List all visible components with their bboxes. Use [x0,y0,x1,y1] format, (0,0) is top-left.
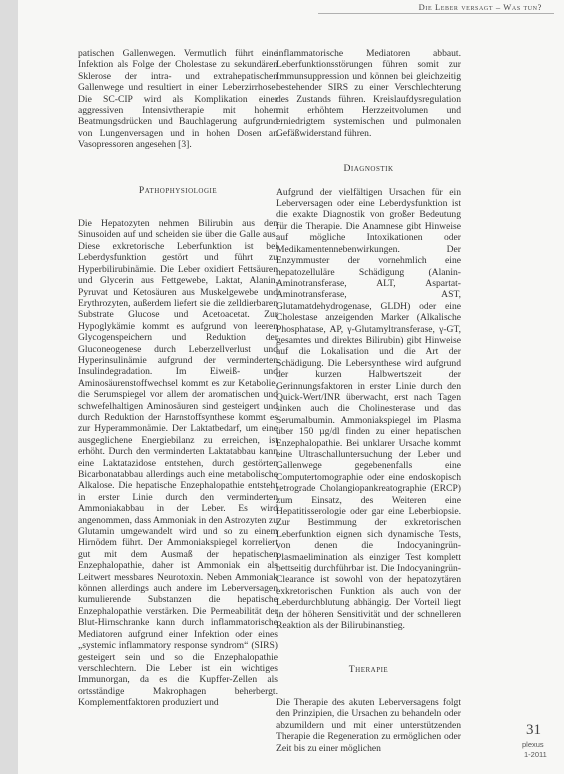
running-head: Die Leber versagt – Was tun? [418,2,542,12]
therapie-body: Die Therapie des akuten Leberversagens folgt den Prinzipien, die Ursachen zu behandeln oder abzumildern und mit einer unterstützenden Therapie die Regeneration zu ermöglichen oder Zeit bis zu einer möglichen [276,696,461,754]
spacer [276,175,461,187]
journal-issue: 1-2011 [524,750,547,759]
heading-therapie: Therapie [348,663,389,675]
spacer [276,632,461,664]
spacer [78,196,278,218]
right-intro-paragraph: inflammatorische Mediatoren abbaut. Leberfunktionsstörungen führen somit zur Immunsuppression und können bei gleichzeitig bestehender SIRS zu einer Verschlechterung des Zustands führen. Kreislaufdysregulation mit erhöhtem Herzzeitvolumen und erniedrigtem systemischen und pulmonalen Gefäßwiderstand führen. [276,48,461,139]
journal-name: plexus [522,740,544,749]
spacer [78,151,278,185]
header-rule [318,13,554,14]
spacer [276,675,461,697]
right-column [276,48,461,754]
left-column [78,48,278,709]
spacer [276,139,461,163]
diagnostik-body: Aufgrund der vielfältigen Ursachen für ein Leberversagen oder eine Leberdysfunktion ist die exakte Diagnostik von großer Bedeutung für die Therapie. Die Anamnese gibt Hinweise auf mögliche Intoxikationen oder Medikamentennebenwirkungen. Der Enzymmuster der vornehmlich eine hepatozelluläre Schädigung (Alanin-Aminotransferase, ALT, Aspartat-Aminotransferase, AST, Glutamatdehydrogenase, GLDH) oder eine Cholestase anzeigenden Marker (Alkalische Phosphatase, AP, γ-Glutamyltransferase, γ-GT, gesamtes und direktes Bilirubin) gibt Hinweise auf die Lokalisation und die Art der Schädigung. Die Lebersynthese wird aufgrund der kurzen Halbwertszeit der Gerinnungsfaktoren in erster Linie durch den Quick-Wert/INR überwacht, erst nach Tagen sinken auch die Cholinesterase und das Serumalbumin. Ammoniakspiegel im Plasma über 150 µg/dl finden zu einer hepatischen Enzephalopathie. Bei unklarer Ursache kommt eine Ultraschalluntersuchung der Leber und Gallenwege gegebenenfalls eine Computertomographie oder eine endoskopisch retrograde Cholangiopankreatographie (ERCP) zum Einsatz, des Weiteren eine Hepatitisserologie oder gar eine Leberbiopsie. Zur Bestimmung der exkretorischen Leberfunktion eignen sich dynamische Tests, von denen die Indocyaningrün-Plasmaelimination als einziger Test komplett bettseitig durchführbar ist. Die Indocyaningrün-Clearance ist sowohl von der hepatozytären exkretorischen Funktion als auch von der Leberdurchblutung abhängig. Der Vorteil liegt in der höheren Sensitivität und der schnelleren Reaktion als der Bilirubinanstieg. [276,186,461,632]
page-number: 31 [526,722,541,738]
heading-diagnostik: Diagnostik [343,163,394,175]
heading-pathophysiologie: Pathophysiologie [138,184,218,196]
left-intro-paragraph: patischen Gallenwegen. Vermutlich führt eine Infektion als Folge der Cholestase zu sekundären Sklerose der intra- und extrahepatischen Gallenwege und resultiert in einer Leberzirrhose. Die SC-CIP wird als Komplikation einer aggressiven Intensivtherapie mit hohen Beatmungsdrücken und Bauchlagerung aufgrund von Lungenversagen und in hohen Dosen an Vasopressoren angesehen [3]. [78,48,278,151]
pathophysiologie-body: Die Hepatozyten nehmen Bilirubin aus den Sinusoiden auf und scheiden sie über die Galle aus. Diese exkretorische Leberfunktion ist bei Leberdysfunktion gestört und führt zu Hyperbilirubinämie. Die Leber oxidiert Fettsäuren und Glycerin aus Fettgewebe, Laktat, Alanin, Pyruvat und Ketosäuren aus Muskelgewebe und Erythrozyten, außerdem liefert sie die zelldierbaren Substrate Glucose und Acetoacetat. Zur Hypoglykämie kommt es aufgrund von leeren Glycogenspeichern und Reduktion der Gluconeogenese durch Leberzellverlust und Hyperinsulinämie aufgrund der verminderten Insulindegradation. Im Eiweiß- und Aminosäurenstoffwechsel kommt es zur Ketabolie, die Serumspiegel vor allem der aromatischen und schwefelhaltigen Aminosäuren sind gesteigert und durch Reduktion der Harnstoffsynthese kommt es zur Hyperammonämie. Der Laktatbedarf, um eine ausgeglichene Energiebilanz zu erreichen, ist erhöht. Durch den verminderten Laktatabbau kann eine Laktatazidose entstehen, durch gestörten Bicarbonatabbau allerdings auch eine metabolische Alkalose. Die hepatische Enzephalopathie entsteht in erster Linie durch den verminderten Ammoniakabbau in der Leber. Es wird angenommen, dass Ammoniak in den Astrozyten zu Glutamin umgewandelt wird und so zu einem Hirnödem führt. Der Ammoniakspiegel korreliert gut mit dem Ausmaß der hepatischen Enzephalopathie, daher ist Ammoniak ein als Leitwert messbares Neurotoxin. Neben Ammoniak können allerdings auch andere im Leberversagen kumulierende Substanzen die hepatische Enzephalopathie verstärken. Die Permeabilität der Blut-Hirnschranke kann durch inflammatorische Mediatoren aufgrund einer Infektion oder eines „systemic inflammatory response syndrom“ (SIRS) gesteigert sein und so die Enzephalopathie verschlechtern. Die Leber ist ein wichtiges Immunorgan, da es die Kupffer-Zellen als ortsständige Makrophagen beherbergt. Komplementfaktoren produziert und [78,218,278,709]
